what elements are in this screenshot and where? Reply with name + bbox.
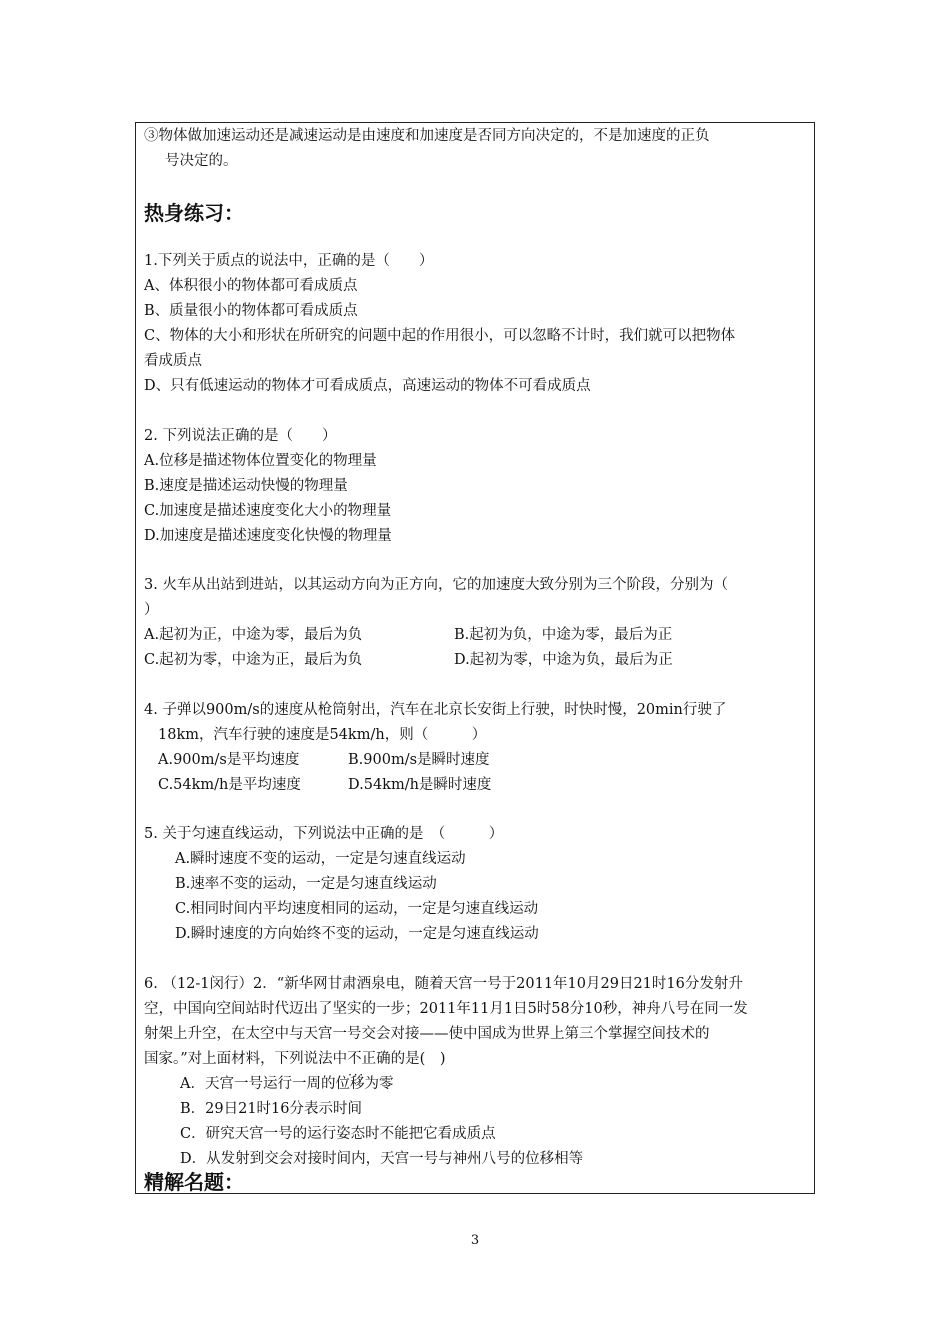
q5-option-d: D.瞬时速度的方向始终不变的运动，一定是匀速直线运动 <box>175 926 539 942</box>
q6-option-d: D．从发射到交会对接时间内，天宫一号与神州八号的位移相等 <box>180 1151 584 1167</box>
q1-option-b: B、质量很小的物体都可看成质点 <box>144 303 358 319</box>
q4-option-c: C.54km/h是平均速度 <box>158 777 301 793</box>
q1-option-c-line2: 看成质点 <box>144 353 202 369</box>
q6-emphasis-not-correct: 不正确 · · · <box>347 1051 391 1067</box>
q4-stem-line1: 4. 子弹以900m/s的速度从枪筒射出，汽车在北京长安街上行驶，时快时慢，20min行驶了 <box>144 702 727 718</box>
q4-option-d: D.54km/h是瞬时速度 <box>348 777 492 793</box>
q5-option-c: C.相同时间内平均速度相同的运动，一定是匀速直线运动 <box>175 901 539 917</box>
q3-stem-line1: 3. 火车从出站到进站，以其运动方向为正方向，它的加速度大致分别为三个阶段，分别为（ <box>144 577 728 593</box>
example-heading: 精解名题： <box>144 1170 244 1194</box>
q6-stem-pre: 国家。”对上面材料，下列说法中 <box>144 1051 348 1067</box>
q6-stem-line1: 6. （12-1闵行）2．“新华网甘肃酒泉电，随着天宫一号于2011年10月29日21时16分发射升 <box>144 976 743 992</box>
q1-option-a: A、体积很小的物体都可看成质点 <box>144 278 358 294</box>
intro-line-1: ③物体做加速运动还是减速运动是由速度和加速度是否同方向决定的，不是加速度的正负 <box>144 128 710 144</box>
q1-option-d: D、只有低速运动的物体才可看成质点，高速运动的物体不可看成质点 <box>144 378 591 394</box>
q3-option-a: A.起初为正，中途为零，最后为负 <box>144 627 363 643</box>
q6-stem-line3: 射架上升空，在太空中与天宫一号交会对接——使中国成为世界上第三个掌握空间技术的 <box>144 1026 710 1042</box>
q6-stem-line2: 空，中国向空间站时代迈出了坚实的一步；2011年11月1日5时58分10秒，神舟八号在同一发 <box>144 1001 748 1017</box>
q5-option-a: A.瞬时速度不变的运动，一定是匀速直线运动 <box>175 851 466 867</box>
q2-option-c: C.加速度是描述速度变化大小的物理量 <box>144 503 392 519</box>
q2-option-d: D.加速度是描述速度变化快慢的物理量 <box>144 528 392 544</box>
q4-option-a: A.900m/s是平均速度 <box>158 752 300 768</box>
q6-option-a: A．天宫一号运行一周的位移为零 <box>180 1076 394 1092</box>
warmup-heading: 热身练习： <box>144 201 244 225</box>
q2-stem: 2. 下列说法正确的是（ ） <box>144 428 337 444</box>
page-number: 3 <box>470 1233 480 1248</box>
q3-option-c: C.起初为零，中途为正，最后为负 <box>144 652 363 668</box>
q4-stem-line2: 18km，汽车行驶的速度是54km/h，则（ ） <box>158 727 487 743</box>
q6-stem-line4 <box>144 1049 446 1069</box>
q6-option-b: B．29日21时16分表示时间 <box>180 1101 363 1117</box>
q2-option-b: B.速度是描述运动快慢的物理量 <box>144 478 348 494</box>
q1-option-c-line1: C、物体的大小和形状在所研究的问题中起的作用很小，可以忽略不计时，我们就可以把物体 <box>144 328 736 344</box>
q4-option-b: B.900m/s是瞬时速度 <box>348 752 490 768</box>
q6-option-c: C．研究天宫一号的运行姿态时不能把它看成质点 <box>180 1126 496 1142</box>
q5-option-b: B.速率不变的运动，一定是匀速直线运动 <box>175 876 437 892</box>
q3-option-d: D.起初为零，中途为负，最后为正 <box>454 652 673 668</box>
q3-stem-line2: ） <box>144 602 159 618</box>
q6-stem-post: 的是( ) <box>390 1051 446 1067</box>
q5-stem: 5. 关于匀速直线运动，下列说法中正确的是 （ ） <box>144 826 504 842</box>
q2-option-a: A.位移是描述物体位置变化的物理量 <box>144 453 377 469</box>
intro-line-2: 号决定的。 <box>165 153 238 169</box>
q3-option-b: B.起初为负，中途为零，最后为正 <box>454 627 673 643</box>
q1-stem: 1.下列关于质点的说法中，正确的是（ ） <box>144 253 434 269</box>
